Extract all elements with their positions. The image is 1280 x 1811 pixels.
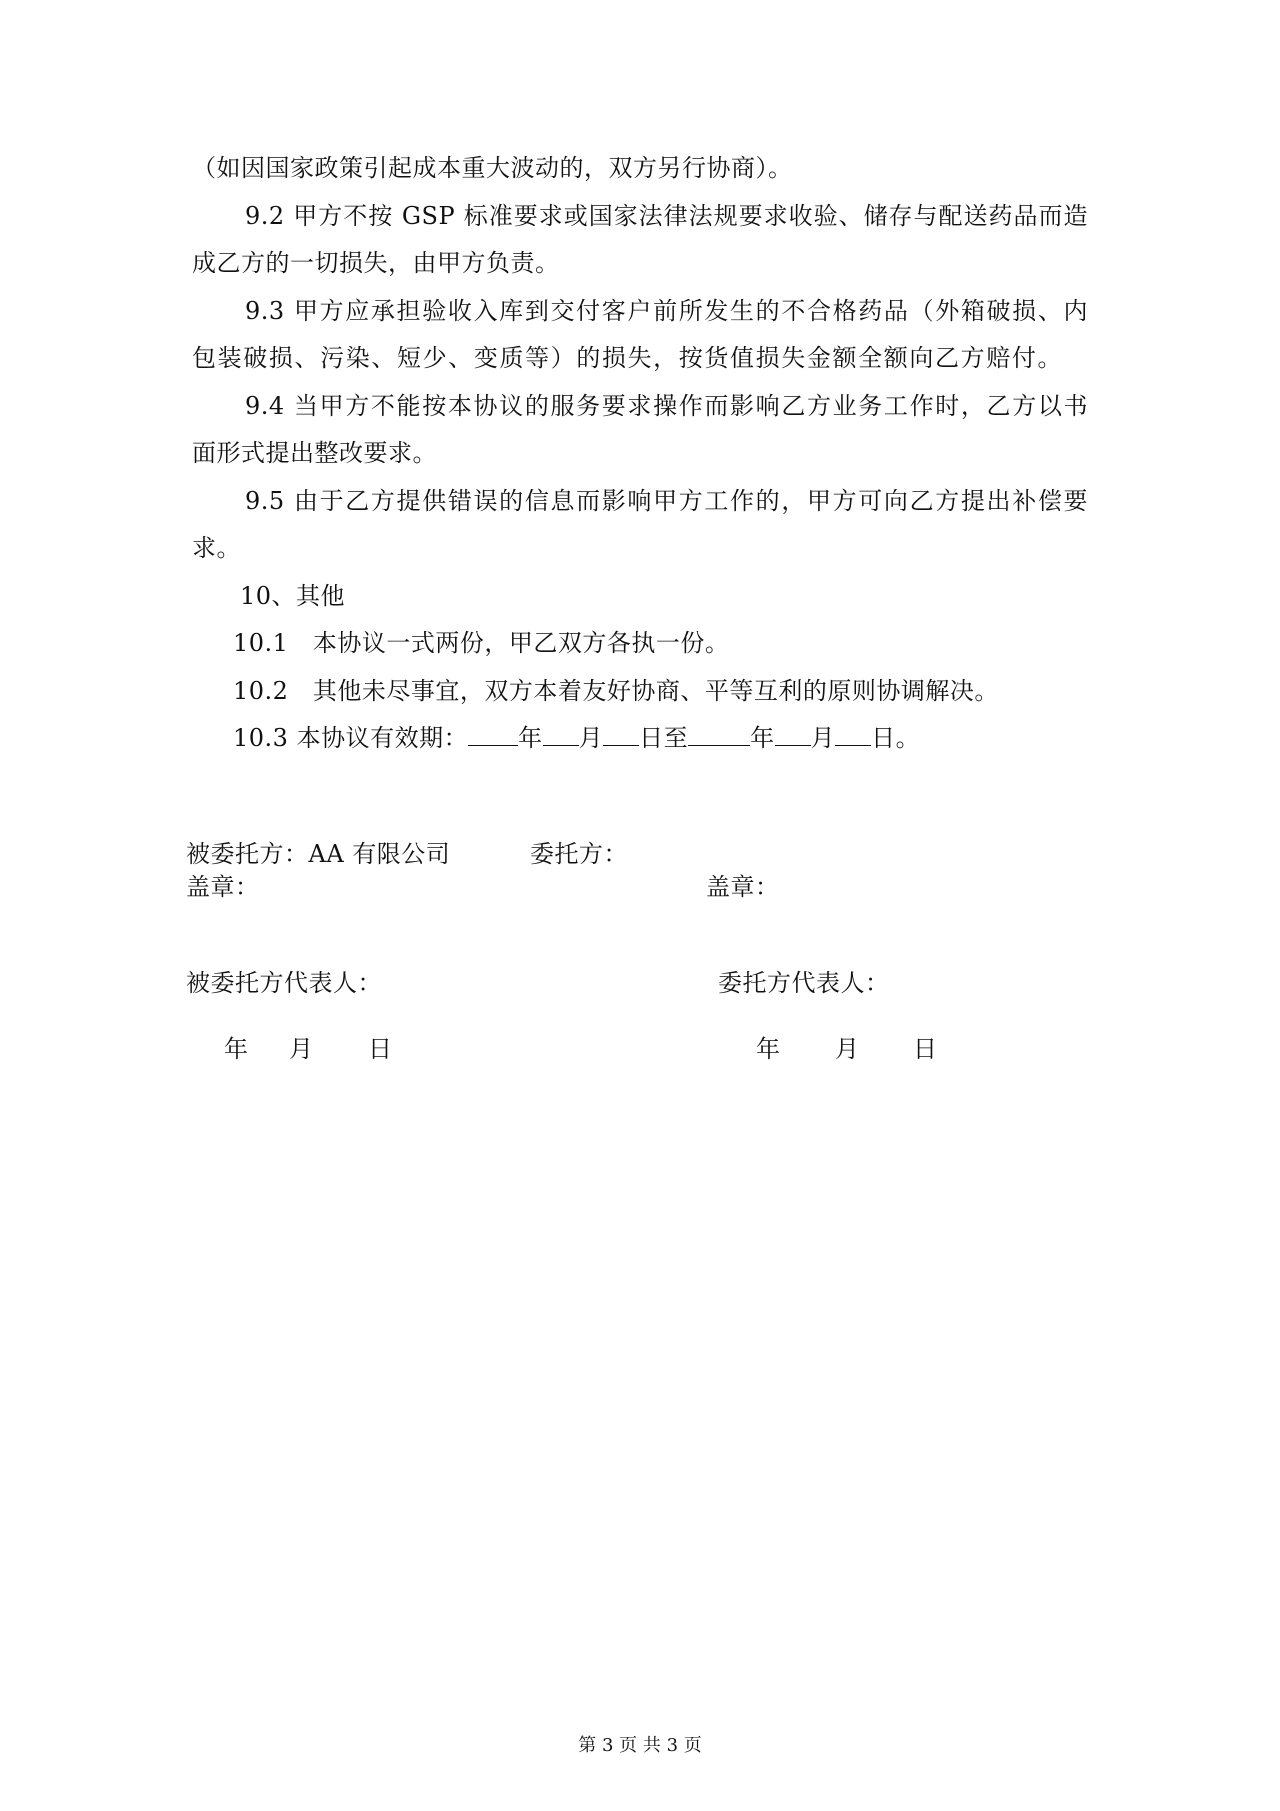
clause-9-2-line-2: 成乙方的一切损失，由甲方负责。 (192, 249, 560, 277)
clause-10-2: 10.2 其他未尽事宜，双方本着友好协商、平等互利的原则协调解决。 (233, 677, 999, 705)
validity-year-1: 年 (518, 724, 543, 752)
seal-right-label: 盖章： (706, 873, 780, 901)
clause-9-5-line-1: 9.5 由于乙方提供错误的信息而影响甲方工作的，甲方可向乙方提出补偿要 (245, 487, 1088, 515)
clause-9-3-line-2: 包装破损、污染、短少、变质等）的损失，按货值损失金额全额向乙方赔付。 (192, 344, 1062, 372)
validity-start-month-blank (543, 723, 579, 746)
trustee-label: 被委托方：AA 有限公司 (186, 840, 451, 868)
validity-prefix: 10.3 本协议有效期： (233, 724, 469, 752)
date-left-month: 月 (289, 1035, 314, 1063)
clause-10-3 (233, 723, 920, 753)
date-right-year: 年 (756, 1035, 781, 1063)
section-10-heading: 10、其他 (240, 582, 346, 610)
date-left-year: 年 (224, 1035, 249, 1063)
clause-9-4-line-2: 面形式提出整改要求。 (192, 439, 437, 467)
date-right-month: 月 (835, 1035, 860, 1063)
date-left-day: 日 (368, 1035, 393, 1063)
page-number-footer: 第 3 页 共 3 页 (578, 1735, 702, 1756)
validity-day-1: 日至 (639, 724, 689, 752)
validity-end-year-blank (688, 723, 750, 746)
date-right-day: 日 (913, 1035, 938, 1063)
trustor-label: 委托方： (530, 840, 628, 868)
clause-10-1: 10.1 本协议一式两份，甲乙双方各执一份。 (233, 629, 730, 657)
clause-9-5-line-2: 求。 (192, 534, 241, 562)
trustee-representative-label: 被委托方代表人： (186, 969, 382, 997)
trustor-representative-label: 委托方代表人： (718, 969, 890, 997)
validity-start-year-blank (468, 723, 518, 746)
validity-month-2: 月 (810, 724, 836, 752)
seal-left-label: 盖章： (186, 873, 260, 901)
validity-end-day-blank (835, 723, 871, 746)
clause-9-2-line-1: 9.2 甲方不按 GSP 标准要求或国家法律法规要求收验、储存与配送药品而造 (245, 202, 1088, 230)
validity-month-1: 月 (578, 724, 604, 752)
validity-day-2: 日。 (871, 724, 921, 752)
clause-9-4-line-1: 9.4 当甲方不能按本协议的服务要求操作而影响乙方业务工作时，乙方以书 (245, 392, 1088, 420)
validity-year-2: 年 (750, 724, 775, 752)
clause-9-3-line-1: 9.3 甲方应承担验收入库到交付客户前所发生的不合格药品（外箱破损、内 (245, 297, 1088, 325)
clause-9-1-continuation: （如因国家政策引起成本重大波动的，双方另行协商）。 (192, 154, 793, 182)
validity-start-day-blank (603, 723, 639, 746)
validity-end-month-blank (775, 723, 811, 746)
